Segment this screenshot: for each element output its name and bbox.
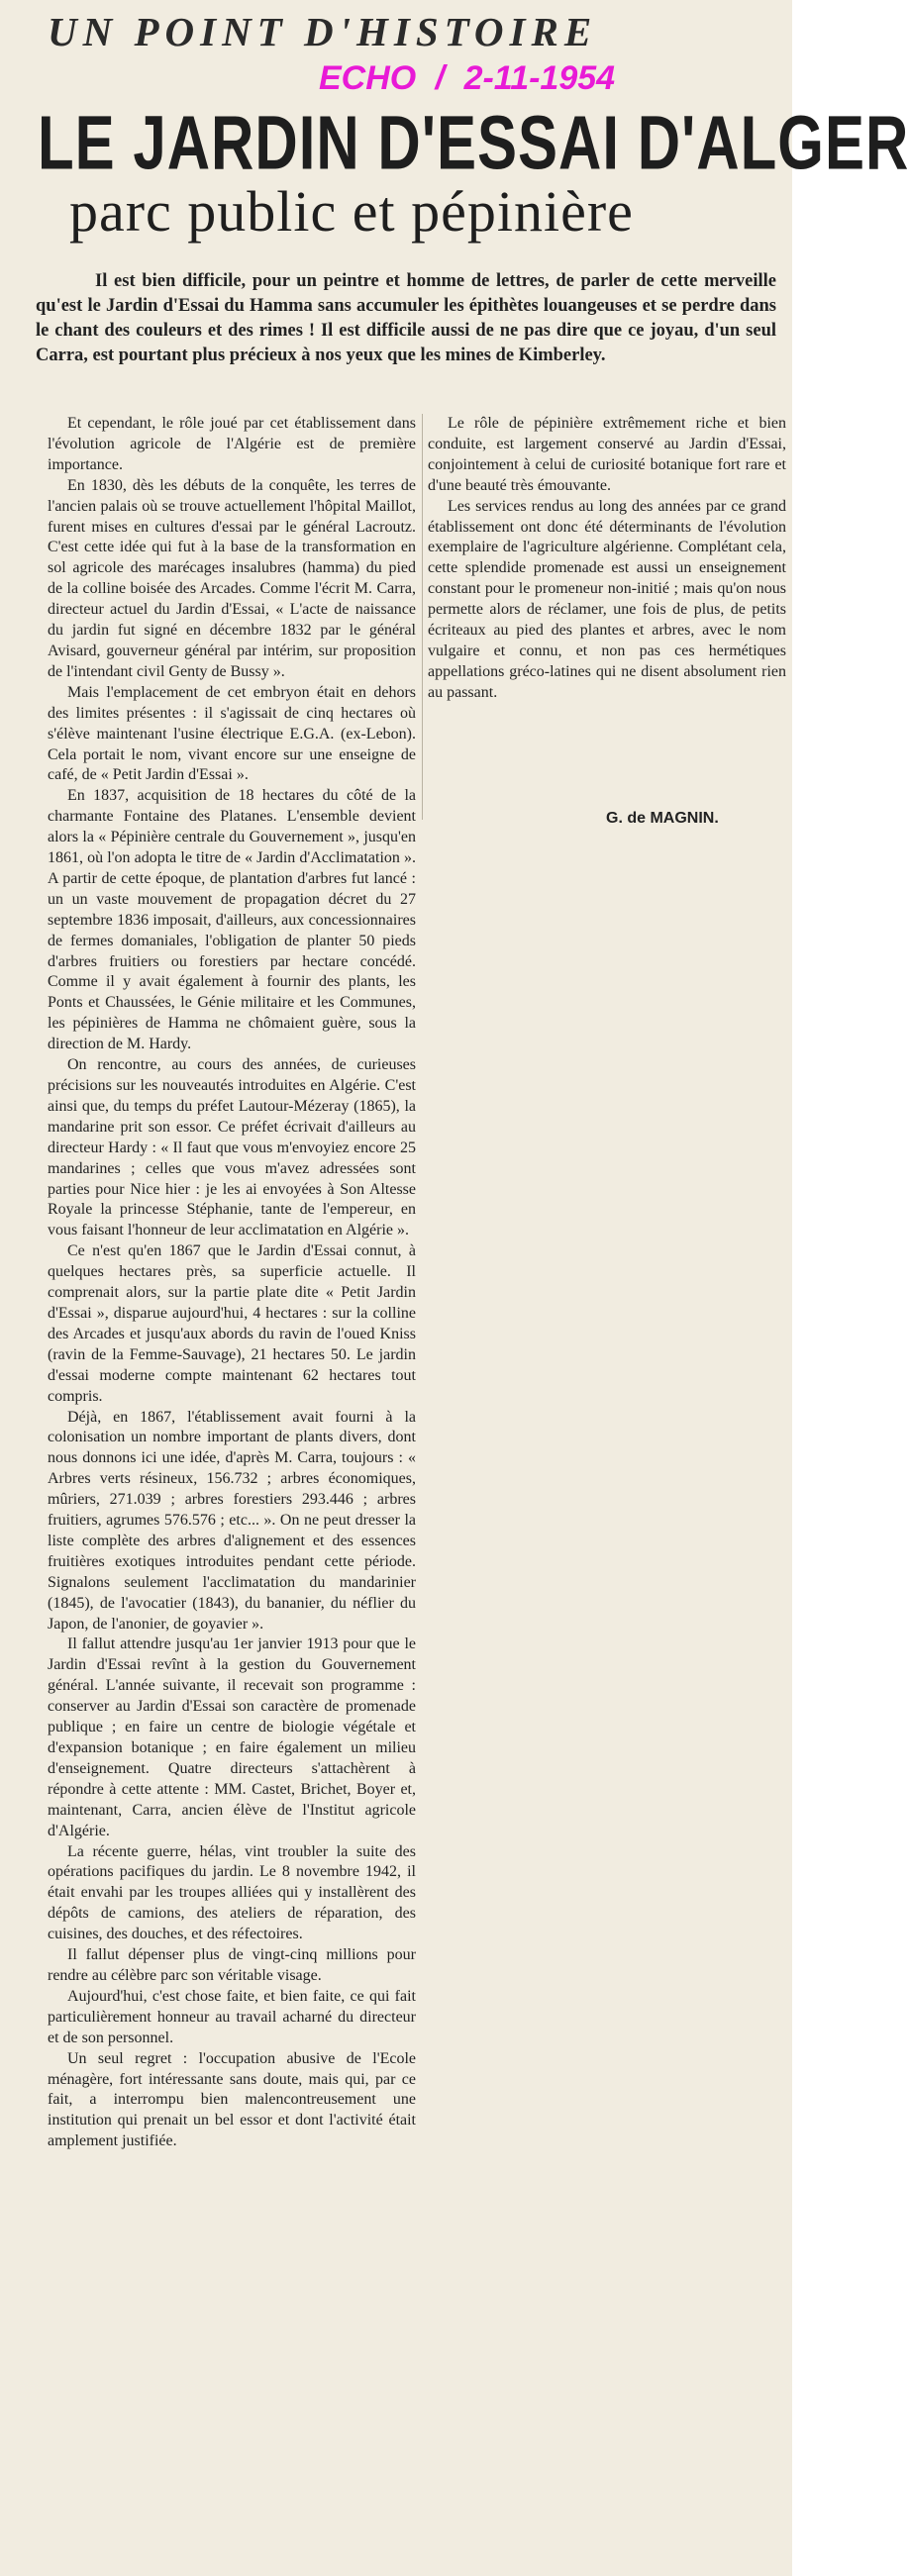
paragraph: Il fallut attendre jusqu'au 1er janvier 1913 pour que le Jardin d'Essai revînt à la gestion du Gouvernement général. L'année suivante, il recevait son programme : conserver au Jardin d'Essai son caractère de promenade publique ; en faire un centre de biologie végétale et d'expansion botanique ; en faire également un milieu d'enseignement. Quatre directeurs s'attachèrent à répondre à cette attente : MM. Castet, Brichet, Boyer et, maintenant, Carra, ancien élève de l'Institut agricole d'Algérie. [48, 1635, 416, 1839]
paragraph: Le rôle de pépinière extrêmement riche et bien conduite, est largement conservé au Jardin d'Essai, conjointement à celui de curiosité botanique fort rare et d'une beauté très émouvante. [428, 415, 786, 494]
source-date-stamp: ECHO / 2-11-1954 [319, 59, 616, 97]
paragraph: Les services rendus au long des années par ce grand établissement ont donc été déterminants de l'évolution exemplaire de l'agriculture algérienne. Complétant cela, cette splendide promenade est aussi un enseignement constant pour le promeneur non-initié ; mais qu'on nous permette alors de réclamer, une fois de plus, de petits écriteaux au pied des plantes et arbres, avec le nom vulgaire et connu, et non pas ces hermétiques appellations gréco-latines qui ne disent absolument rien au passant. [428, 497, 786, 701]
paragraph: Déjà, en 1867, l'établissement avait fourni à la colonisation un nombre important de plants divers, dont nous donnons ici une idée, d'après M. Carra, toujours : « Arbres verts résineux, 156.732 ; arbres économiques, mûriers, 271.039 ; arbres forestiers 293.446 ; arbres fruitiers, agrumes 576.576 ; etc... ». On ne peut dresser la liste complète des arbres d'alignement et des essences fruitières exotiques introduites pendant cette période. Signalons seulement l'acclimatation du mandarinier (1845), de l'avocatier (1843), du bananier, du néflier du Japon, de l'anonier, de goyavier ». [48, 1408, 416, 1633]
article-headline: LE JARDIN D'ESSAI D'ALGER [38, 100, 909, 186]
paragraph: Et cependant, le rôle joué par cet établissement dans l'évolution agricole de l'Algérie est de première importance. [48, 415, 416, 473]
article-lede: Il est bien difficile, pour un peintre et homme de lettres, de parler de cette merveille qu'est le Jardin d'Essai du Hamma sans accumuler les épithètes louangeuses et se perdre dans le chant des couleurs et des rimes ! Il est difficile aussi de ne pas dire que ce joyau, d'un seul Carra, est pourtant plus précieux à nos yeux que les mines de Kimberley. [36, 271, 776, 365]
paragraph: Ce n'est qu'en 1867 que le Jardin d'Essai connut, à quelques hectares près, sa superficie actuelle. Il comprenait alors, sur la partie plate dite « Petit Jardin d'Essai », disparue aujourd'hui, 4 hectares : sur la colline des Arcades et jusqu'aux abords du ravin de l'oued Kniss (ravin de la Femme-Sauvage), 21 hectares 50. Le jardin d'essai moderne compte maintenant 62 hectares tout compris. [48, 1242, 416, 1405]
paragraph: Un seul regret : l'occupation abusive de l'Ecole ménagère, fort intéressante sans doute, mais qui, par ce fait, a interrompu bien malencontreusement une institution qui prenait un bel essor et dont l'activité était amplement justifiée. [48, 2049, 416, 2150]
paragraph: En 1837, acquisition de 18 hectares du côté de la charmante Fontaine des Platanes. L'ensemble devient alors la « Pépinière centrale du Gouvernement », jusqu'en 1861, où l'on adopta le titre de « Jardin d'Acclimatation ». A partir de cette époque, de plantation d'arbres fut lancé : un un vaste mouvement de propagation décret du 27 septembre 1836 imposait, d'ailleurs, aux concessionnaires de fermes domaniales, l'obligation de planter 50 pieds d'arbres fruitiers ou forestiers par hectare concédé. Comme il y avait également à fournir des plants, les Ponts et Chaussées, le Génie militaire et les Communes, les pépinières de Hamma ne chômaient guère, sous la direction de M. Hardy. [48, 787, 416, 1053]
paragraph: Mais l'emplacement de cet embryon était en dehors des limites présentes : il s'agissait de cinq hectares où s'élève maintenant l'usine électrique E.G.A. (ex-Lebon). Cela portait le nom, vivant encore sur une enseigne de café, de « Petit Jardin d'Essai ». [48, 683, 416, 784]
article-subheadline: parc public et pépinière [69, 179, 634, 244]
right-column [428, 414, 786, 810]
section-kicker: UN POINT D'HISTOIRE [48, 9, 598, 54]
paragraph: Il fallut dépenser plus de vingt-cinq millions pour rendre au célèbre parc son véritable visage. [48, 1946, 416, 1984]
left-column [48, 414, 416, 2572]
paragraph: La récente guerre, hélas, vint troubler la suite des opérations pacifiques du jardin. Le 8 novembre 1942, il était envahi par les troupes alliées qui y installèrent des dépôts de camions, des ateliers de réparation, des cuisines, des douches, et des réfectoires. [48, 1842, 416, 1943]
author-signature: G. de MAGNIN. [606, 810, 719, 827]
column-divider [422, 414, 423, 820]
paragraph: En 1830, dès les débuts de la conquête, les terres de l'ancien palais où se trouve actuellement l'hôpital Maillot, furent mises en cultures d'essai par le général Lacroutz. C'est cette idée qui fut à la base de la transformation en sol agricole des marécages insalubres (hamma) du pied de la colline boisée des Arcades. Comme l'écrit M. Carra, directeur actuel du Jardin d'Essai, « L'acte de naissance du jardin fut signé en décembre 1832 par le général Avisard, gouverneur général par intérim, sur proposition de l'intendant civil Genty de Bussy ». [48, 476, 416, 680]
paragraph: On rencontre, au cours des années, de curieuses précisions sur les nouveautés introduites en Algérie. C'est ainsi que, du temps du préfet Lautour-Mézeray (1865), la mandarine prit son essor. Ce préfet écrivait d'ailleurs au directeur Hardy : « Il faut que vous m'envoyiez encore 25 mandarines ; celles que vous m'avez adressées sont parties pour Nice hier : je les ai envoyées à Son Altesse Royale la princesse Stéphanie, tante de l'empereur, en vous faisant l'honneur de leur acclimatation en Algérie ». [48, 1056, 416, 1239]
paragraph: Aujourd'hui, c'est chose faite, et bien faite, ce qui fait particulièrement honneur au travail acharné du directeur et de son personnel. [48, 1987, 416, 2046]
